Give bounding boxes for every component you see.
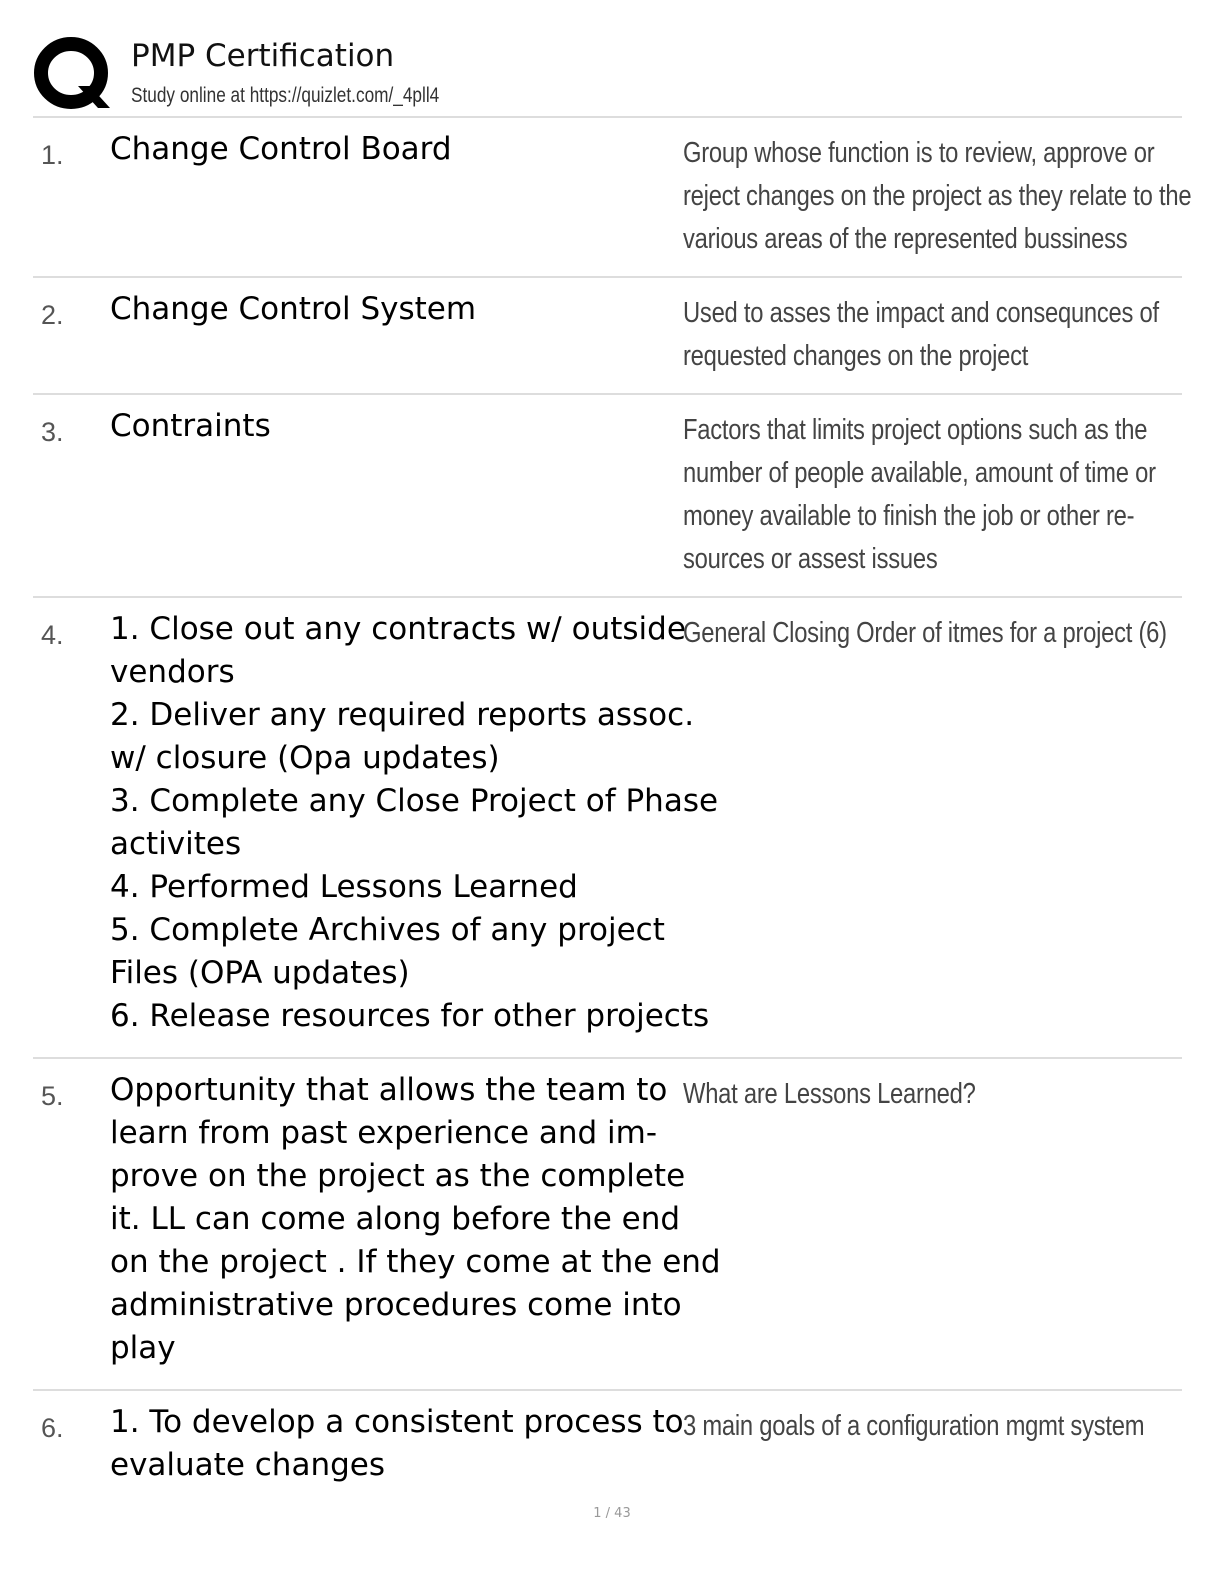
card-term <box>110 128 680 171</box>
card-definition <box>683 1073 1183 1116</box>
definition-line: sources or assest issues <box>683 543 938 575</box>
term-line: it. LL can come along before the end <box>110 1201 681 1237</box>
definition-line: What are Lessons Learned? <box>683 1078 976 1110</box>
definition-line: requested changes on the project <box>683 340 1029 372</box>
card-definition <box>683 132 1192 261</box>
quizlet-q-logo-icon <box>34 36 112 114</box>
card-term <box>110 608 719 1038</box>
card-number: 3. <box>41 417 64 447</box>
definition-line: money available to finish the job or other re- <box>683 500 1135 532</box>
term-line: Opportunity that allows the team to <box>110 1072 668 1108</box>
term-line: 5. Complete Archives of any project <box>110 912 665 948</box>
page-header <box>34 34 1184 114</box>
definition-line: Group whose function is to review, approve or <box>683 137 1155 169</box>
term-line: 1. To develop a consistent process to <box>110 1404 684 1440</box>
flashcard-row <box>33 596 1182 1057</box>
card-term <box>110 1401 684 1487</box>
definition-line: General Closing Order of itmes for a project (6) <box>683 617 1167 649</box>
term-line: Change Control System <box>110 291 477 327</box>
term-line: vendors <box>110 654 235 690</box>
study-online-link[interactable]: Study online at https://quizlet.com/_4pll4 <box>131 84 440 107</box>
set-title: PMP Certification <box>131 38 395 74</box>
term-line: 2. Deliver any required reports assoc. <box>110 697 695 733</box>
card-number: 1. <box>41 140 64 170</box>
term-line: activites <box>110 826 242 862</box>
term-line: Files (OPA updates) <box>110 955 410 991</box>
card-term <box>110 1069 721 1370</box>
definition-line: Used to asses the impact and consequnces of <box>683 297 1159 329</box>
card-number: 5. <box>41 1081 64 1111</box>
term-line: 3. Complete any Close Project of Phase <box>110 783 719 819</box>
card-term <box>110 405 680 448</box>
card-number: 2. <box>41 300 64 330</box>
definition-line: Factors that limits project options such as the <box>683 414 1148 446</box>
definition-line: various areas of the represented bussiness <box>683 223 1128 255</box>
term-line: on the project . If they come at the end <box>110 1244 721 1280</box>
page-number: 1 / 43 <box>593 1506 631 1521</box>
term-line: prove on the project as the complete <box>110 1158 686 1194</box>
flashcard-row <box>33 1389 1182 1499</box>
flashcard-list <box>33 116 1192 1499</box>
flashcard-row <box>33 1057 1182 1389</box>
card-definition <box>683 1405 1183 1448</box>
definition-line: number of people available, amount of time or <box>683 457 1156 489</box>
term-line: play <box>110 1330 176 1366</box>
definition-line: reject changes on the project as they relate to the <box>683 180 1192 212</box>
flashcard-row <box>33 393 1182 596</box>
term-line: Contraints <box>110 408 271 444</box>
term-line: 1. Close out any contracts w/ outside <box>110 611 686 647</box>
term-line: administrative procedures come into <box>110 1287 682 1323</box>
definition-line: 3 main goals of a configuration mgmt system <box>683 1410 1145 1442</box>
card-number: 4. <box>41 620 64 650</box>
flashcard-row <box>33 276 1182 393</box>
card-definition <box>683 612 1183 655</box>
term-line: w/ closure (Opa updates) <box>110 740 500 776</box>
card-number: 6. <box>41 1413 64 1443</box>
card-term <box>110 288 680 331</box>
term-line: Change Control Board <box>110 131 452 167</box>
card-definition <box>683 409 1183 581</box>
term-line: learn from past experience and im- <box>110 1115 658 1151</box>
card-definition <box>683 292 1183 378</box>
term-line: evaluate changes <box>110 1447 385 1483</box>
term-line: 4. Performed Lessons Learned <box>110 869 578 905</box>
flashcard-row <box>33 116 1192 276</box>
term-line: 6. Release resources for other projects <box>110 998 710 1034</box>
